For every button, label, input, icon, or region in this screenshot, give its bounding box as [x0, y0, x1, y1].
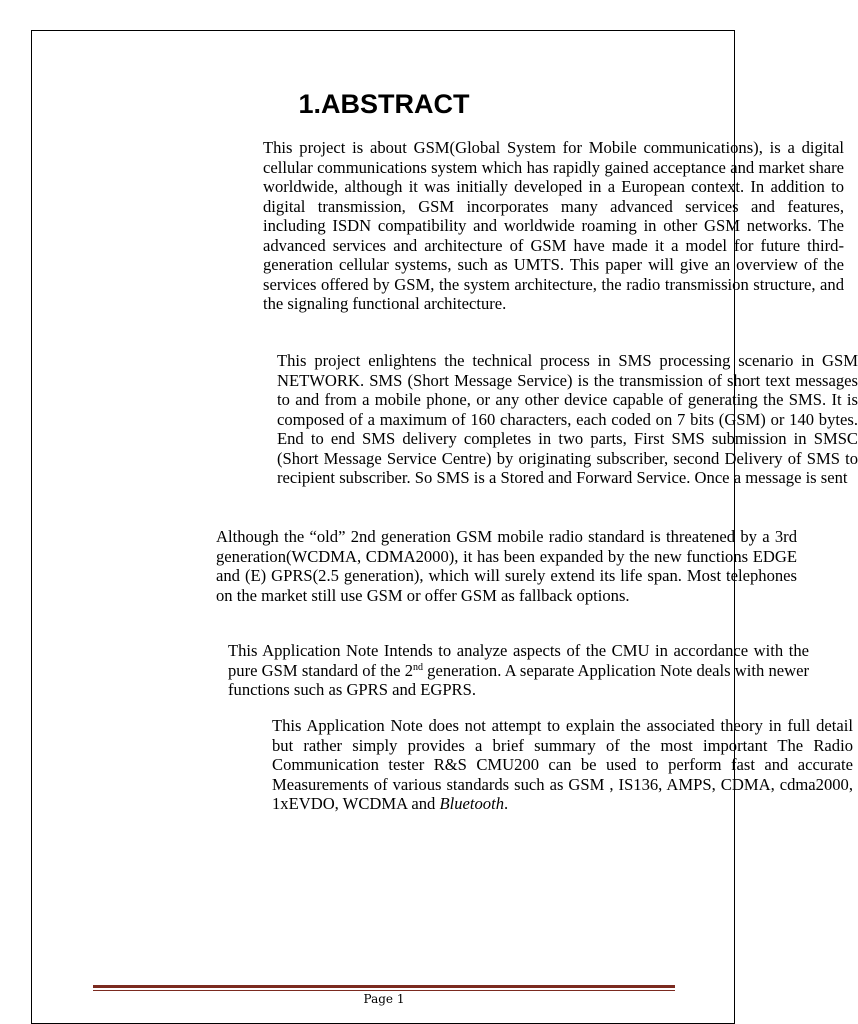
- abstract-paragraph-1: This project is about GSM(Global System for Mobile communications), is a digital cellular communications system which has rapidly gained acceptance and market share worldwide, although it was initially developed in a European context. In addition to digital transmission, GSM incorporates many advanced services and features, including ISDN compatibility and worldwide roaming in other GSM networks. The advanced services and architecture of GSM have made it a model for future third-generation cellular systems, such as UMTS. This paper will give an overview of the services offered by GSM, the system architecture, the radio transmission structure, and the signaling functional architecture.: [263, 138, 844, 313]
- page-number: Page 1: [363, 992, 405, 1006]
- abstract-paragraph-2: This project enlightens the technical process in SMS processing scenario in GSM NETWORK. SMS (Short Message Service) is the transmission of short text messages to and from a mobile phone, or any other device capable of generating the SMS. It is composed of a maximum of 160 characters, each coded on 7 bits (GSM) or 140 bytes. End to end SMS delivery completes in two parts, First SMS submission in SMSC (Short Message Service Centre) by originating subscriber, second Delivery of SMS to recipient subscriber. So SMS is a Stored and Forward Service. Once a message is sent: [277, 351, 858, 487]
- abstract-paragraph-5: [93, 716, 853, 814]
- footer-rule-thick: [93, 985, 675, 988]
- paragraph-5-end: .: [504, 794, 509, 813]
- paragraph-5-text: This Application Note does not attempt to explain the associated theory in full detail but rather simply provides a brief summary of the most important The Radio Communication tester R&S CMU200 can be used to perform fast and accurate Measurements of various standards such as GSM , IS136, AMPS, CDMA, cdma2000, 1xEVDO, WCDMA and: [272, 716, 853, 813]
- paragraph-4-text-end: generation. A separate Application Note deals with newer functions such as GPRS and EGPRS.: [228, 660, 809, 699]
- page-title: 1.ABSTRACT: [298, 89, 470, 119]
- paragraph-4-text-start: This Application Note Intends to analyze aspects of the CMU in accordance with the pure GSM standard of the 2: [228, 641, 809, 680]
- ordinal-superscript: nd: [413, 661, 423, 673]
- abstract-paragraph-4: [93, 641, 809, 700]
- bluetooth-italic: Bluetooth: [439, 794, 504, 813]
- abstract-paragraph-3: Although the “old” 2nd generation GSM mobile radio standard is threatened by a 3rd generation(WCDMA, CDMA2000), it has been expanded by the new functions EDGE and (E) GPRS(2.5 generation), which will surely extend its life span. Most telephones on the market still use GSM or offer GSM as fallback options.: [216, 527, 797, 605]
